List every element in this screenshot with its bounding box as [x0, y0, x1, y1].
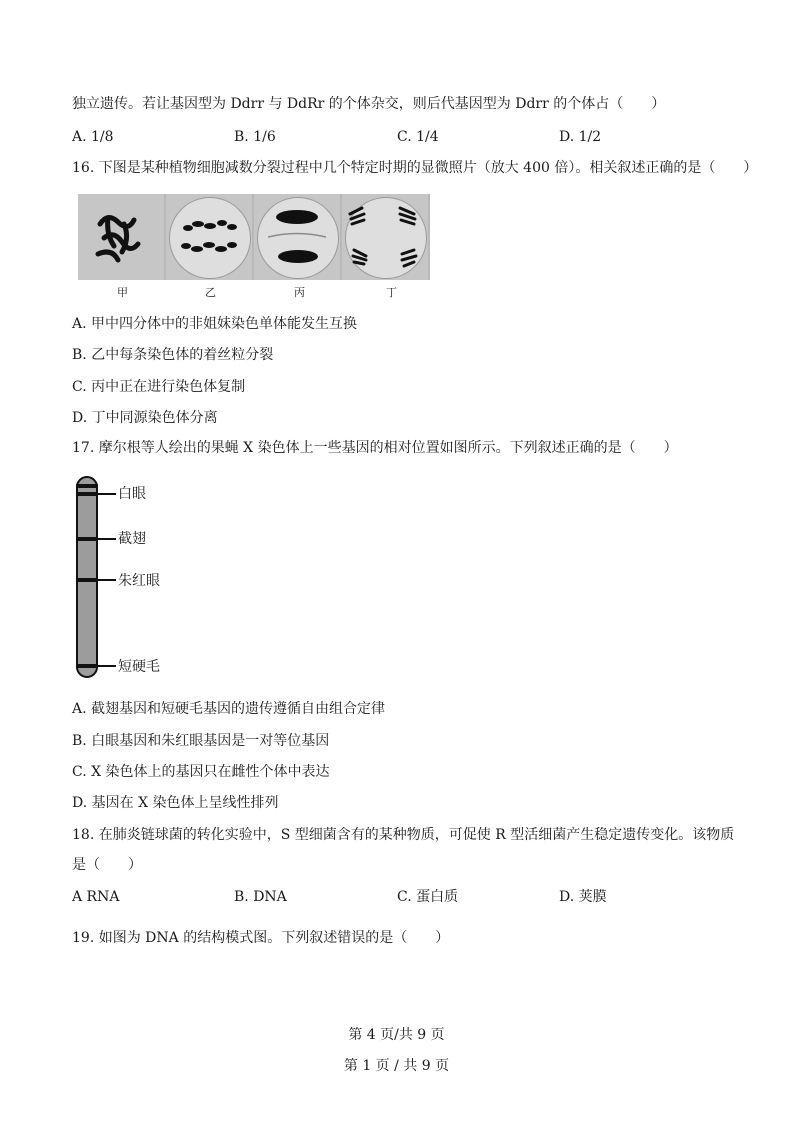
- chromosome-band-top: [76, 484, 98, 488]
- q16-option-c: C. 丙中正在进行染色体复制: [72, 379, 246, 395]
- panel-label-bing: 丙: [294, 286, 305, 299]
- micrograph-panel-yi: [166, 194, 252, 280]
- q18-stem-line1: 18. 在肺炎链球菌的转化实验中，S 型细菌含有的某种物质，可促使 R 型活细菌产生稳定遗传变化。该物质: [72, 827, 735, 843]
- q17-option-a: A. 截翅基因和短硬毛基因的遗传遵循自由组合定律: [72, 701, 386, 717]
- q15-option-b: B. 1/6: [234, 129, 276, 145]
- gene-label-white-eye: 白眼: [118, 486, 146, 502]
- q19-stem: 19. 如图为 DNA 的结构模式图。下列叙述错误的是（ ）: [72, 930, 450, 946]
- q15-option-c: C. 1/4: [397, 129, 439, 145]
- q16-option-d: D. 丁中同源染色体分离: [72, 410, 218, 426]
- q17-option-b: B. 白眼基因和朱红眼基因是一对等位基因: [72, 733, 330, 749]
- inner-page-number: 第 4 页/共 9 页: [348, 1027, 445, 1043]
- q15-options: [72, 127, 732, 147]
- q18-option-d: D. 荚膜: [559, 889, 607, 905]
- gene-label-cut-wing: 截翅: [118, 531, 146, 547]
- q17-option-c: C. X 染色体上的基因只在雌性个体中表达: [72, 764, 330, 780]
- gene-tick-white-eye: [98, 493, 116, 495]
- q16-option-a: A. 甲中四分体中的非姐妹染色单体能发生互换: [72, 316, 358, 332]
- micrograph-panel-ding: [342, 194, 428, 280]
- panel-label-ding: 丁: [386, 286, 397, 299]
- micrograph-panel-jia: [78, 194, 164, 280]
- chromosome-band-white-eye: [76, 492, 98, 496]
- q17-option-d: D. 基因在 X 染色体上呈线性排列: [72, 795, 279, 811]
- chromosome-band-cut-wing: [76, 537, 98, 541]
- q18-option-a: A RNA: [72, 889, 120, 905]
- q16-stem: 16. 下图是某种植物细胞减数分裂过程中几个特定时期的显微照片（放大 400 倍）。相关叙述正确的是（ ）: [72, 160, 758, 176]
- q17-stem: 17. 摩尔根等人绘出的果蝇 X 染色体上一些基因的相对位置如图所示。下列叙述正确的是（ ）: [72, 440, 678, 456]
- q16-option-b: B. 乙中每条染色体的着丝粒分裂: [72, 347, 274, 363]
- q18-option-b: B. DNA: [234, 889, 287, 905]
- gene-label-short-bristle: 短硬毛: [118, 659, 160, 675]
- q18-option-c: C. 蛋白质: [397, 889, 459, 905]
- q15-option-d: D. 1/2: [559, 129, 602, 145]
- q18-stem-line2: 是（ ）: [72, 857, 142, 873]
- q18-options: [72, 887, 732, 907]
- outer-page-number: 第 1 页 / 共 9 页: [343, 1058, 450, 1074]
- chromosome-band-bristle: [76, 664, 98, 668]
- micrograph-panel-bing: [254, 194, 340, 280]
- x-chromosome: [76, 476, 98, 678]
- chromosome-band-vermilion: [76, 578, 98, 582]
- panel-label-yi: 乙: [205, 286, 216, 299]
- gene-tick-bristle: [98, 665, 116, 667]
- q15-option-a: A. 1/8: [72, 129, 114, 145]
- meiosis-micrograph: [78, 194, 430, 280]
- panel-label-jia: 甲: [117, 286, 128, 299]
- q15-stem-tail: 独立遗传。若让基因型为 Ddrr 与 DdRr 的个体杂交，则后代基因型为 Ddrr 的个体占（ ）: [72, 96, 666, 112]
- gene-tick-vermilion: [98, 579, 116, 581]
- gene-label-vermilion: 朱红眼: [118, 573, 160, 589]
- gene-tick-cut-wing: [98, 538, 116, 540]
